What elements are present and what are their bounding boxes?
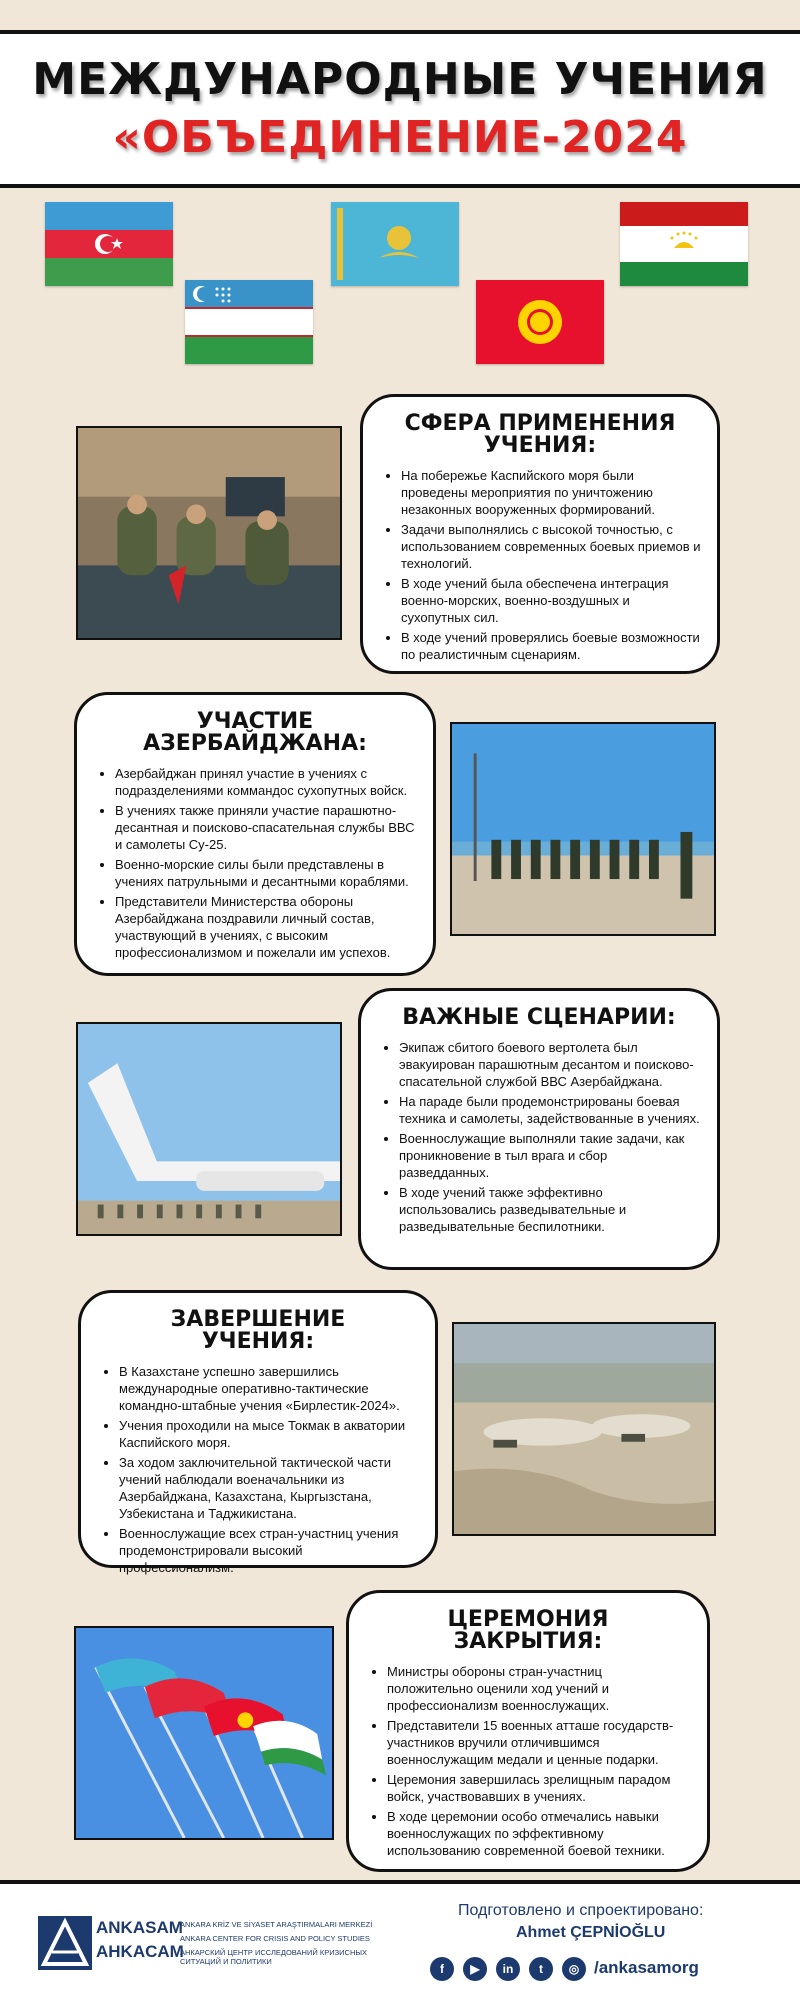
list-item: • В учениях также приняли участие парашютно-десантная и поисково-спасательная службы ВВС и самолеты Су-25. [115,802,417,853]
section-azerbaijan-list [93,765,417,961]
section-completion-list [97,1363,419,1576]
list-item: • Военнослужащие выполняли такие задачи, как проникновение в тыл врага и сбор разведданных. [399,1130,701,1181]
list-item: • Представители 15 военных атташе государств-участников вручили отличившимся военнослужащим медали и ценные подарки. [387,1717,691,1768]
section-scope-list [379,467,701,663]
page-title-line2: «ОБЪЕДИНЕНИЕ-2024 [112,112,688,163]
list-item: • В ходе учений проверялись боевые возможности по реалистичным сценариям. [401,629,701,663]
org-name-cyrillic: AHKACAM [96,1942,184,1961]
kazakhstan-flag [331,202,459,286]
list-item: • Учения проходили на мысе Токмак в акватории Каспийского моря. [119,1417,419,1451]
org-subtitle-tr: ANKARA KRİZ VE SİYASET ARAŞTIRMALARI MERKEZİ [180,1920,373,1929]
section-ceremony-list [365,1663,691,1859]
list-item: • За ходом заключительной тактической части учений наблюдали военачальники из Азербайджана, Казахстана, Кыргызстана, Узбекистана и Таджикистана. [119,1454,419,1522]
ankasam-logo-icon [38,1916,92,1970]
officers-observing-photo [76,426,342,640]
tajikistan-flag [620,202,748,286]
list-item: • В Казахстане успешно завершились международные оперативно-тактические командно-штабные учения «Бирлестик-2024». [119,1363,419,1414]
section-scope [360,394,720,674]
section-completion-title: ЗАВЕРШЕНИЕ УЧЕНИЯ: [170,1307,346,1354]
list-item: • Военнослужащие всех стран-участниц учения продемонстрировали высокий профессионализм. [119,1525,419,1576]
list-item: • В ходе учений была обеспечена интеграция военно-морских, военно-воздушных и сухопутных сил. [401,575,701,626]
footer [0,1880,800,2000]
section-completion [78,1290,438,1575]
linkedin-icon[interactable]: in [496,1957,520,1981]
social-handle[interactable]: /ankasamorg [594,1958,699,1977]
uzbekistan-flag [185,280,313,364]
kyrgyzstan-flag [476,280,604,364]
list-item: • Министры обороны стран-участниц положительно оценили ход учений и профессионализм военнослужащих. [387,1663,691,1714]
list-item: • Военно-морские силы были представлены в учениях патрульными и десантными кораблями. [115,856,417,890]
section-scope-title: СФЕРА ПРИМЕНЕНИЯ УЧЕНИЯ: [404,411,676,458]
section-ceremony-title: ЦЕРЕМОНИЯ ЗАКРЫТИЯ: [447,1607,609,1654]
org-subtitle-en: ANKARA CENTER FOR CRISIS AND POLICY STUDIES [180,1934,370,1943]
facebook-icon[interactable]: f [430,1957,454,1981]
list-item: • Церемония завершилась зрелищным парадом войск, участвовавших в учениях. [387,1771,691,1805]
page-title-line1: МЕЖДУНАРОДНЫЕ УЧЕНИЯ [32,54,768,105]
instagram-icon[interactable]: ◎ [562,1957,586,1981]
section-scenarios-title: ВАЖНЫЕ СЦЕНАРИИ: [402,1005,676,1030]
list-item: • Азербайджан принял участие в учениях с подразделениями коммандос сухопутных войск. [115,765,417,799]
section-azerbaijan-title: УЧАСТИЕ АЗЕРБАЙДЖАНА: [143,709,367,756]
section-azerbaijan [74,692,436,976]
azerbaijan-flag [45,202,173,286]
org-name-latin: ANKASAM [96,1918,183,1937]
transport-aircraft-photo [76,1022,342,1236]
list-item: • Представители Министерства обороны Азербайджана поздравили личный состав, участвующий в учениях, с высоким профессионализмом и пожелали им успехов. [115,893,417,961]
list-item: • На параде были продемонстрированы боевая техника и самолеты, задействованные в учениях. [399,1093,701,1127]
prepared-by-label: Подготовлено и спроектировано: [458,1902,704,1919]
soldiers-parade-photo [450,722,716,936]
section-scenarios [358,988,720,1270]
participant-flags-photo [74,1626,334,1840]
twitter-icon[interactable]: t [529,1957,553,1981]
title-banner [0,30,800,188]
list-item: • В ходе учений также эффективно использовались разведывательные и разведывательные беспилотники. [399,1184,701,1235]
youtube-icon[interactable]: ▶ [463,1957,487,1981]
section-ceremony [346,1590,710,1872]
list-item: • На побережье Каспийского моря были проведены мероприятия по уничтожению незаконных вооруженных формирований. [401,467,701,518]
org-subtitle-ru: АНКАРСКИЙ ЦЕНТР ИССЛЕДОВАНИЙ КРИЗИСНЫХ СИТУАЦИЙ И ПОЛИТИКИ [180,1948,367,1966]
list-item: • Задачи выполнялись с высокой точностью, с использованием современных боевых приемов и технологий. [401,521,701,572]
author-name: Ahmet ÇEPNİOĞLU [516,1924,666,1941]
section-scenarios-list [377,1039,701,1235]
tanks-desert-photo [452,1322,716,1536]
list-item: • Экипаж сбитого боевого вертолета был эвакуирован парашютным десантом и поисково-спасательной службой ВВС Азербайджана. [399,1039,701,1090]
list-item: • В ходе церемонии особо отмечались навыки военнослужащих по эффективному использованию современной боевой техники. [387,1808,691,1859]
